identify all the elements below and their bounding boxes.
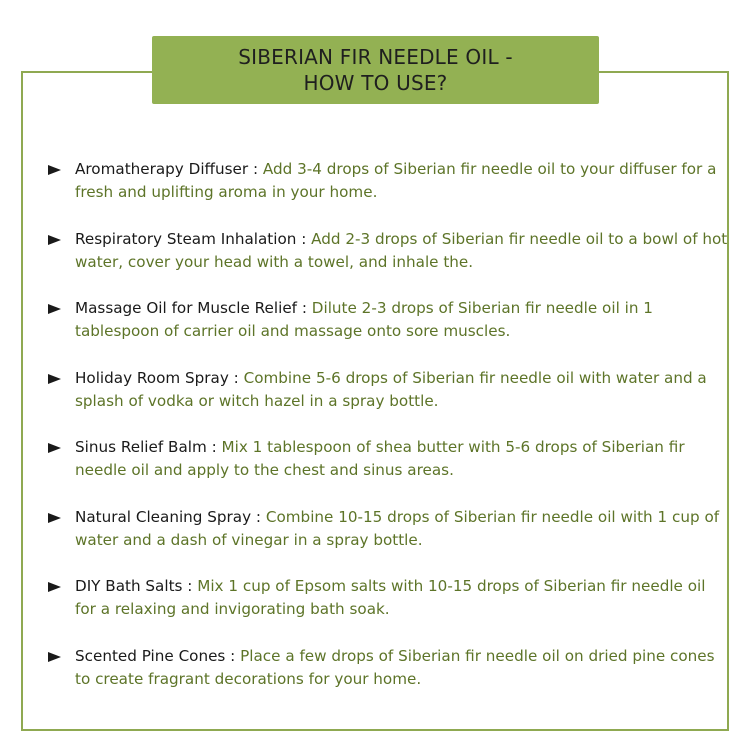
item-description: Place a few drops of Siberian fir needle oil on dried pine cones to create fragrant decorations for your home. xyxy=(75,646,715,688)
item-description: Mix 1 cup of Epsom salts with 10-15 drops of Siberian fir needle oil for a relaxing and invigorating bath soak. xyxy=(75,577,706,618)
title-banner xyxy=(152,36,599,104)
list-item xyxy=(48,645,728,691)
list-item xyxy=(48,436,728,482)
item-label: Natural Cleaning Spray : xyxy=(75,507,262,526)
item-label: Respiratory Steam Inhalation : xyxy=(75,229,307,248)
frame-top-right-segment xyxy=(599,71,729,73)
list-item xyxy=(48,297,728,343)
list-item xyxy=(48,367,728,413)
arrow-bullet-icon xyxy=(48,304,61,314)
arrow-bullet-icon xyxy=(48,235,61,245)
frame-top-left-segment xyxy=(21,71,152,73)
arrow-bullet-icon xyxy=(48,443,61,453)
arrow-bullet-icon xyxy=(48,652,61,662)
arrow-bullet-icon xyxy=(48,165,61,175)
item-label: Holiday Room Spray : xyxy=(75,368,239,387)
title-line-1: SIBERIAN FIR NEEDLE OIL - xyxy=(238,45,513,69)
item-label: DIY Bath Salts : xyxy=(75,577,193,595)
item-label: Aromatherapy Diffuser : xyxy=(75,160,259,178)
list-item xyxy=(48,506,728,552)
list-item xyxy=(48,575,728,621)
item-description: Combine 5-6 drops of Siberian fir needle oil with water and a splash of vodka or witch hazel in a spray bottle. xyxy=(75,368,707,410)
arrow-bullet-icon xyxy=(48,582,61,592)
item-description: Add 3-4 drops of Siberian fir needle oil to your diffuser for a fresh and uplifting aroma in your home. xyxy=(75,160,717,201)
list-item xyxy=(48,228,728,274)
list-item xyxy=(48,158,728,204)
arrow-bullet-icon xyxy=(48,374,61,384)
item-description: Combine 10-15 drops of Siberian fir needle oil with 1 cup of water and a dash of vinegar in a spray bottle. xyxy=(75,507,720,549)
item-label: Scented Pine Cones : xyxy=(75,646,236,665)
item-description: Add 2-3 drops of Siberian fir needle oil to a bowl of hot water, cover your head with a towel, and inhale the. xyxy=(75,229,728,271)
title-line-2: HOW TO USE? xyxy=(303,71,448,95)
item-label: Sinus Relief Balm : xyxy=(75,438,217,456)
usage-list xyxy=(48,158,728,714)
item-description: Dilute 2-3 drops of Siberian fir needle oil in 1 tablespoon of carrier oil and massage onto sore muscles. xyxy=(75,299,653,340)
item-label: Massage Oil for Muscle Relief : xyxy=(75,299,307,317)
arrow-bullet-icon xyxy=(48,513,61,523)
item-description: Mix 1 tablespoon of shea butter with 5-6 drops of Siberian fir needle oil and apply to the chest and sinus areas. xyxy=(75,438,685,479)
